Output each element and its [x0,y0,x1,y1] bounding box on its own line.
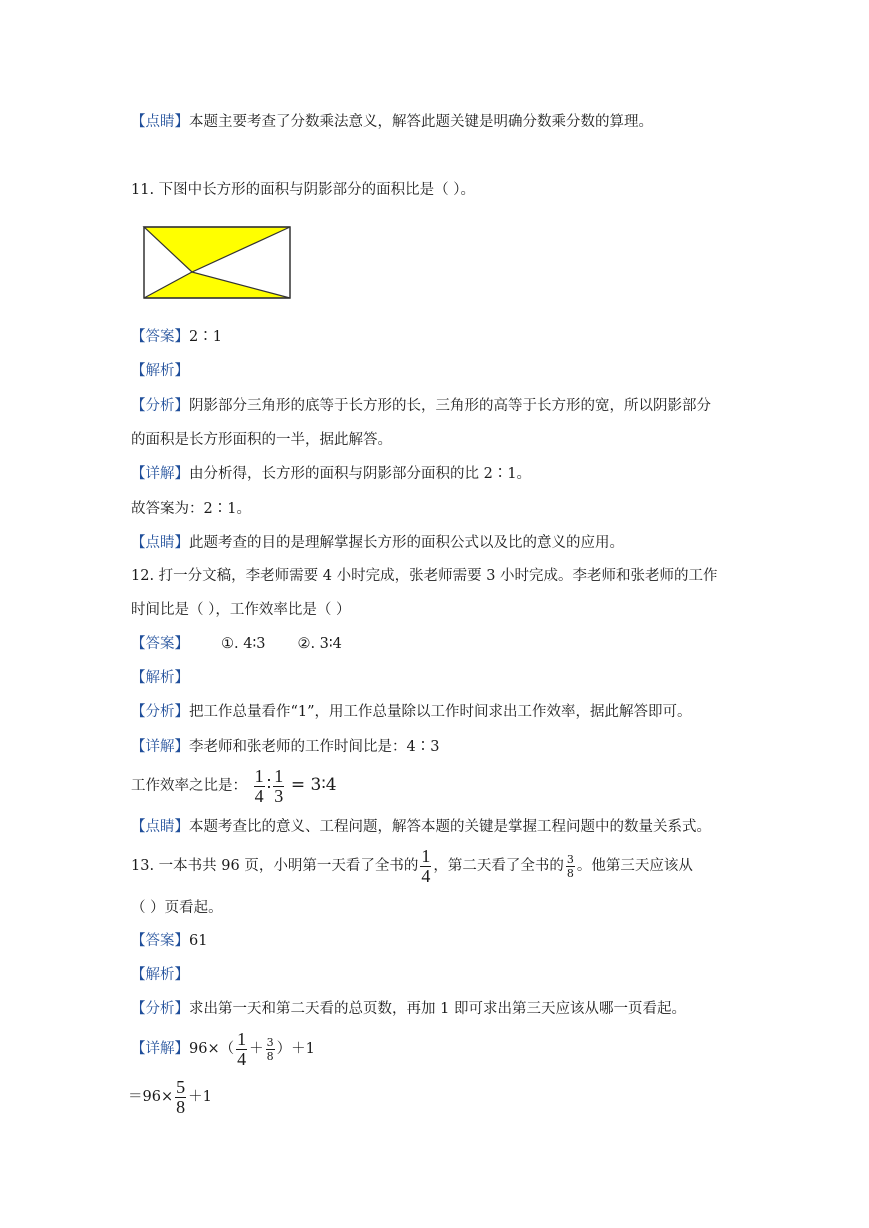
q12-jiexi-line [131,668,189,688]
q12-dianjing-text: 本题考查比的意义、工程问题，解答本题的关键是掌握工程问题中的数量关系式。 [189,819,711,835]
answer-tag: 【答案】 [131,329,189,345]
q12-ratio-colon: ∶ [266,774,272,795]
q12-efficiency-result: = 3∶4 [290,775,337,795]
prev-dianjing-text: 本题主要考查了分数乘法意义，解答此题关键是明确分数乘分数的算理。 [189,114,653,130]
fenxi-tag: 【分析】 [131,398,189,414]
q13-detail-line [131,1028,315,1070]
q13-stem-line-2: （ ）页看起。 [131,900,223,916]
jiexi-tag: 【解析】 [131,363,189,379]
answer-tag: 【答案】 [131,636,189,652]
q12-answer-2: ②. 3∶4 [297,636,342,652]
q13-detail-fraction-one-fourth: $\frac{1}{4}$ [237,1028,247,1069]
q13-step-fraction-five-eighths: $\frac{5}{8}$ [176,1076,186,1117]
q11-answer: 2∶1 [189,329,222,345]
q13-fraction-three-eighths: $\frac{3}{8}$ [566,852,574,880]
q12-stem-line-1: 12. 打一分文稿，李老师需要 4 小时完成，张老师需要 3 小时完成。李老师和张老师的工作 [131,568,718,584]
q13-stem-line-1 [131,845,693,887]
q13-answer: 61 [189,933,208,949]
q11-analysis-text-1: 阴影部分三角形的底等于长方形的长，三角形的高等于长方形的宽，所以阴影部分 [189,398,711,414]
q13-detail-fraction-three-eighths: $\frac{3}{8}$ [266,1035,274,1063]
q13-detail-part-b: ）＋1 [276,1041,315,1057]
q11-stem: 11. 下图中长方形的面积与阴影部分的面积比是（ ）。 [131,182,476,198]
q11-analysis-line-1 [131,396,711,416]
fenxi-tag: 【分析】 [131,1001,189,1017]
q13-answer-line [131,931,207,951]
q13-analysis-line [131,999,686,1019]
xiangjie-tag: 【详解】 [131,739,189,755]
q13-stem-part-b: ，第二天看了全书的 [433,858,564,874]
q11-detail-text: 由分析得，长方形的面积与阴影部分面积的比 2∶1。 [189,466,532,482]
q12-stem-line-2: 时间比是（ ），工作效率比是（ ） [131,602,351,618]
fenxi-tag: 【分析】 [131,704,189,720]
q13-step-part-a: ＝96× [128,1089,174,1105]
q13-stem-part-c: 。他第三天应该从 [576,858,693,874]
q12-answer-line [131,634,342,654]
jiexi-tag: 【解析】 [131,670,189,686]
q13-analysis-text: 求出第一天和第二天看的总页数，再加 1 即可求出第三天应该从哪一页看起。 [189,1001,686,1017]
q13-step-line [128,1076,212,1118]
q11-jiexi-line [131,361,189,381]
answer-tag: 【答案】 [131,933,189,949]
q12-fraction-one-fourth: $\frac{1}{4}$ [254,765,264,806]
q12-detail-line [131,737,439,757]
q13-stem-part-a: 13. 一本书共 96 页，小明第一天看了全书的 [131,858,419,874]
q11-detail-line [131,464,531,484]
q13-fraction-one-fourth: $\frac{1}{4}$ [421,845,431,886]
q12-efficiency-line [131,764,337,807]
dianjing-tag: 【点睛】 [131,819,189,835]
dianjing-tag: 【点睛】 [131,114,189,130]
jiexi-tag: 【解析】 [131,967,189,983]
q11-answer-line [131,327,222,347]
q12-efficiency-prefix: 工作效率之比是： [131,778,247,794]
q11-rectangle-figure [140,224,294,302]
q12-detail-text: 李老师和张老师的工作时间比是：4∶3 [189,739,440,755]
q12-answer-1: ①. 4∶3 [221,636,266,652]
xiangjie-tag: 【详解】 [131,1041,189,1057]
q12-analysis-text: 把工作总量看作“1”，用工作总量除以工作时间求出工作效率，据此解答即可。 [189,704,692,720]
q11-conclusion: 故答案为：2∶1。 [131,501,251,517]
q12-fraction-one-third: $\frac{1}{3}$ [274,765,284,806]
prev-dianjing-line [131,112,653,132]
q12-dianjing-line [131,817,711,837]
dianjing-tag: 【点睛】 [131,535,189,551]
q11-dianjing-text: 此题考查的目的是理解掌握长方形的面积公式以及比的意义的应用。 [189,535,624,551]
q13-jiexi-line [131,965,189,985]
xiangjie-tag: 【详解】 [131,466,189,482]
q11-analysis-line-2: 的面积是长方形面积的一半，据此解答。 [131,432,392,448]
q13-detail-part-a: 96×（ [189,1041,235,1057]
q11-shaded-triangle-top [144,227,290,272]
q11-dianjing-line [131,533,624,553]
q13-detail-plus: ＋ [249,1041,264,1057]
q13-step-part-b: ＋1 [188,1089,212,1105]
q11-shaded-triangle-bottom [144,272,290,298]
q12-analysis-line [131,702,692,722]
